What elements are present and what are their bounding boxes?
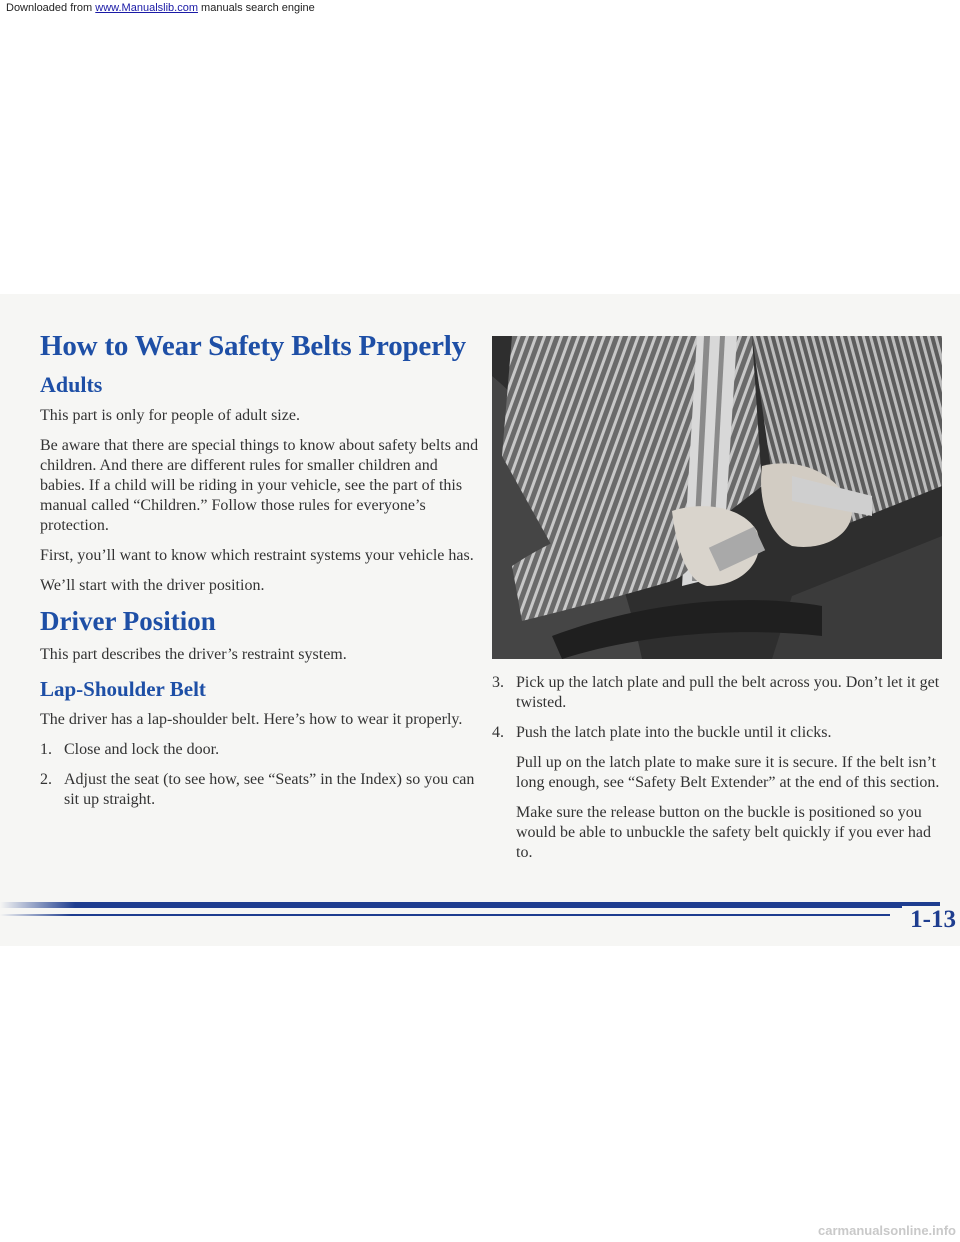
footer-rule-thick — [0, 902, 940, 908]
list-item: 4. Push the latch plate into the buckle until it clicks. — [492, 724, 832, 741]
driver-paragraph: This part describes the driver’s restraint system. — [40, 646, 347, 663]
left-column — [40, 330, 480, 820]
adults-paragraph-3: First, you’ll want to know which restraint systems your vehicle has. — [40, 547, 474, 564]
adults-paragraph-2: Be aware that there are special things to know about safety belts and children. And there are different rules for smaller children and babies. If a child will be riding in your vehicle, see the part of this manual called “Children.” Follow those rules for everyone’s protection. — [40, 437, 479, 534]
adults-paragraph-4: We’ll start with the driver position. — [40, 577, 265, 594]
list-item: 1. Close and lock the door. — [40, 741, 220, 758]
safety-belt-photo — [492, 336, 942, 659]
lap-shoulder-heading: Lap-Shoulder Belt — [40, 677, 206, 701]
belt-illustration — [492, 336, 942, 659]
list-item: 2. Adjust the seat (to see how, see “Seats” in the Index) so you can sit up straight. — [40, 771, 475, 808]
steps-list-right — [492, 673, 942, 743]
page-title: How to Wear Safety Belts Properly — [40, 330, 466, 362]
adults-heading: Adults — [40, 372, 103, 397]
footer-rule-thin — [0, 914, 890, 916]
right-column — [492, 673, 942, 873]
source-suffix: manuals search engine — [201, 2, 315, 14]
download-source-line — [6, 2, 315, 14]
manualslib-link[interactable]: www.Manualslib.com — [95, 2, 198, 14]
source-prefix: Downloaded from — [6, 2, 93, 14]
steps-list-left — [40, 740, 480, 810]
page-number: 1-13 — [902, 906, 956, 934]
watermark: carmanualsonline.info — [818, 1223, 956, 1238]
lap-paragraph: The driver has a lap-shoulder belt. Here’s how to wear it properly. — [40, 711, 463, 728]
latch-plate-paragraph: Pull up on the latch plate to make sure it is secure. If the belt isn’t long enough, see “Safety Belt Extender” at the end of this section. — [516, 754, 940, 791]
driver-position-heading: Driver Position — [40, 606, 216, 636]
adults-paragraph-1: This part is only for people of adult size. — [40, 407, 300, 424]
list-item: 3. Pick up the latch plate and pull the belt across you. Don’t let it get twisted. — [492, 674, 940, 711]
release-button-paragraph: Make sure the release button on the buckle is positioned so you would be able to unbuckle the safety belt quickly if you ever had to. — [516, 804, 931, 861]
